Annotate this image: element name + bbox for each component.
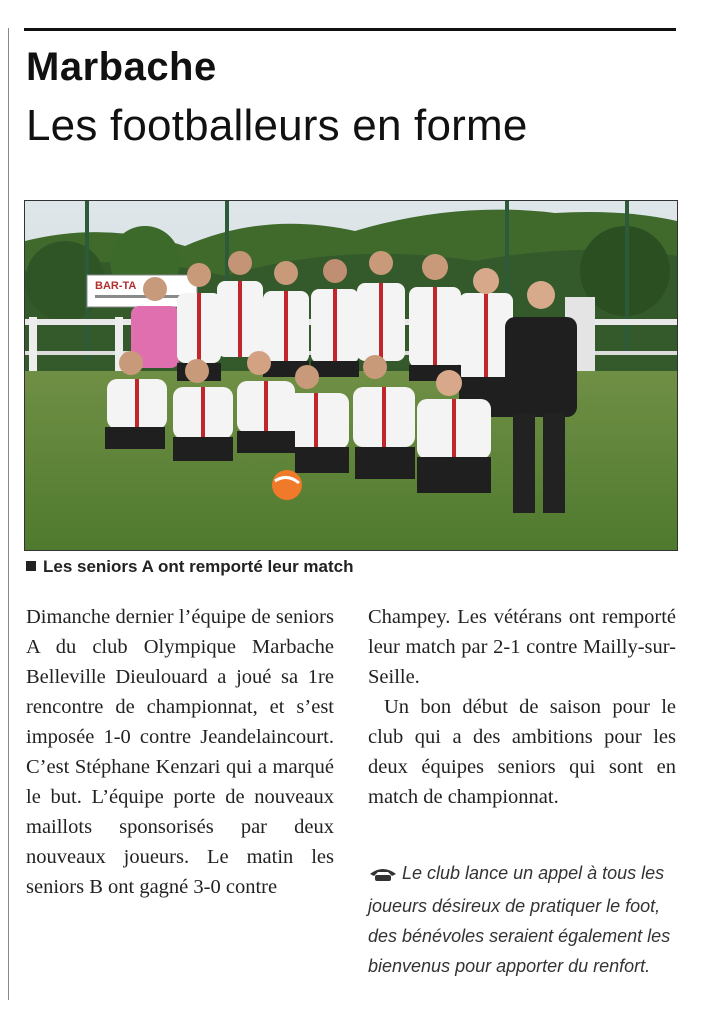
phone-icon [368,861,398,891]
caption-text: Les seniors A ont remporté leur match [43,557,354,576]
photo-caption [26,557,353,577]
info-note [368,858,676,981]
article-column-1 [26,602,334,902]
top-rule [24,28,676,31]
article-paragraph-2: Champey. Les vétérans ont remporté leur match par 2-1 contre Mailly-sur-Seille. [368,606,676,688]
article-headline: Les footballeurs en forme [26,101,528,150]
article-kicker: Marbache [26,45,217,89]
caption-bullet [26,561,36,571]
team-photo [24,200,678,551]
article-column-2 [368,602,676,812]
article-paragraph-3: Un bon début de saison pour le club qui a des ambitions pour les deux équipes seniors qui sont en match de championnat. [368,696,676,808]
info-note-text: Le club lance un appel à tous les joueurs désireux de pratiquer le foot, des bénévoles seraient également les bienvenus pour apporter du renfort. [368,863,671,976]
article-paragraph-1: Dimanche dernier l’équipe de seniors A du club Olympique Marbache Belleville Dieulouard a joué sa 1re rencontre de championnat, et s’est imposée 1-0 contre Jeandelaincourt. C’est Stéphane Kenzari qui a marqué le but. L’équipe porte de nouveaux maillots sponsorisés par deux nouveaux joueurs. Le matin les seniors B ont gagné 3-0 contre [26,606,334,898]
photo-sign-text: BAR-TA [95,280,137,292]
column-rule [8,28,9,1000]
